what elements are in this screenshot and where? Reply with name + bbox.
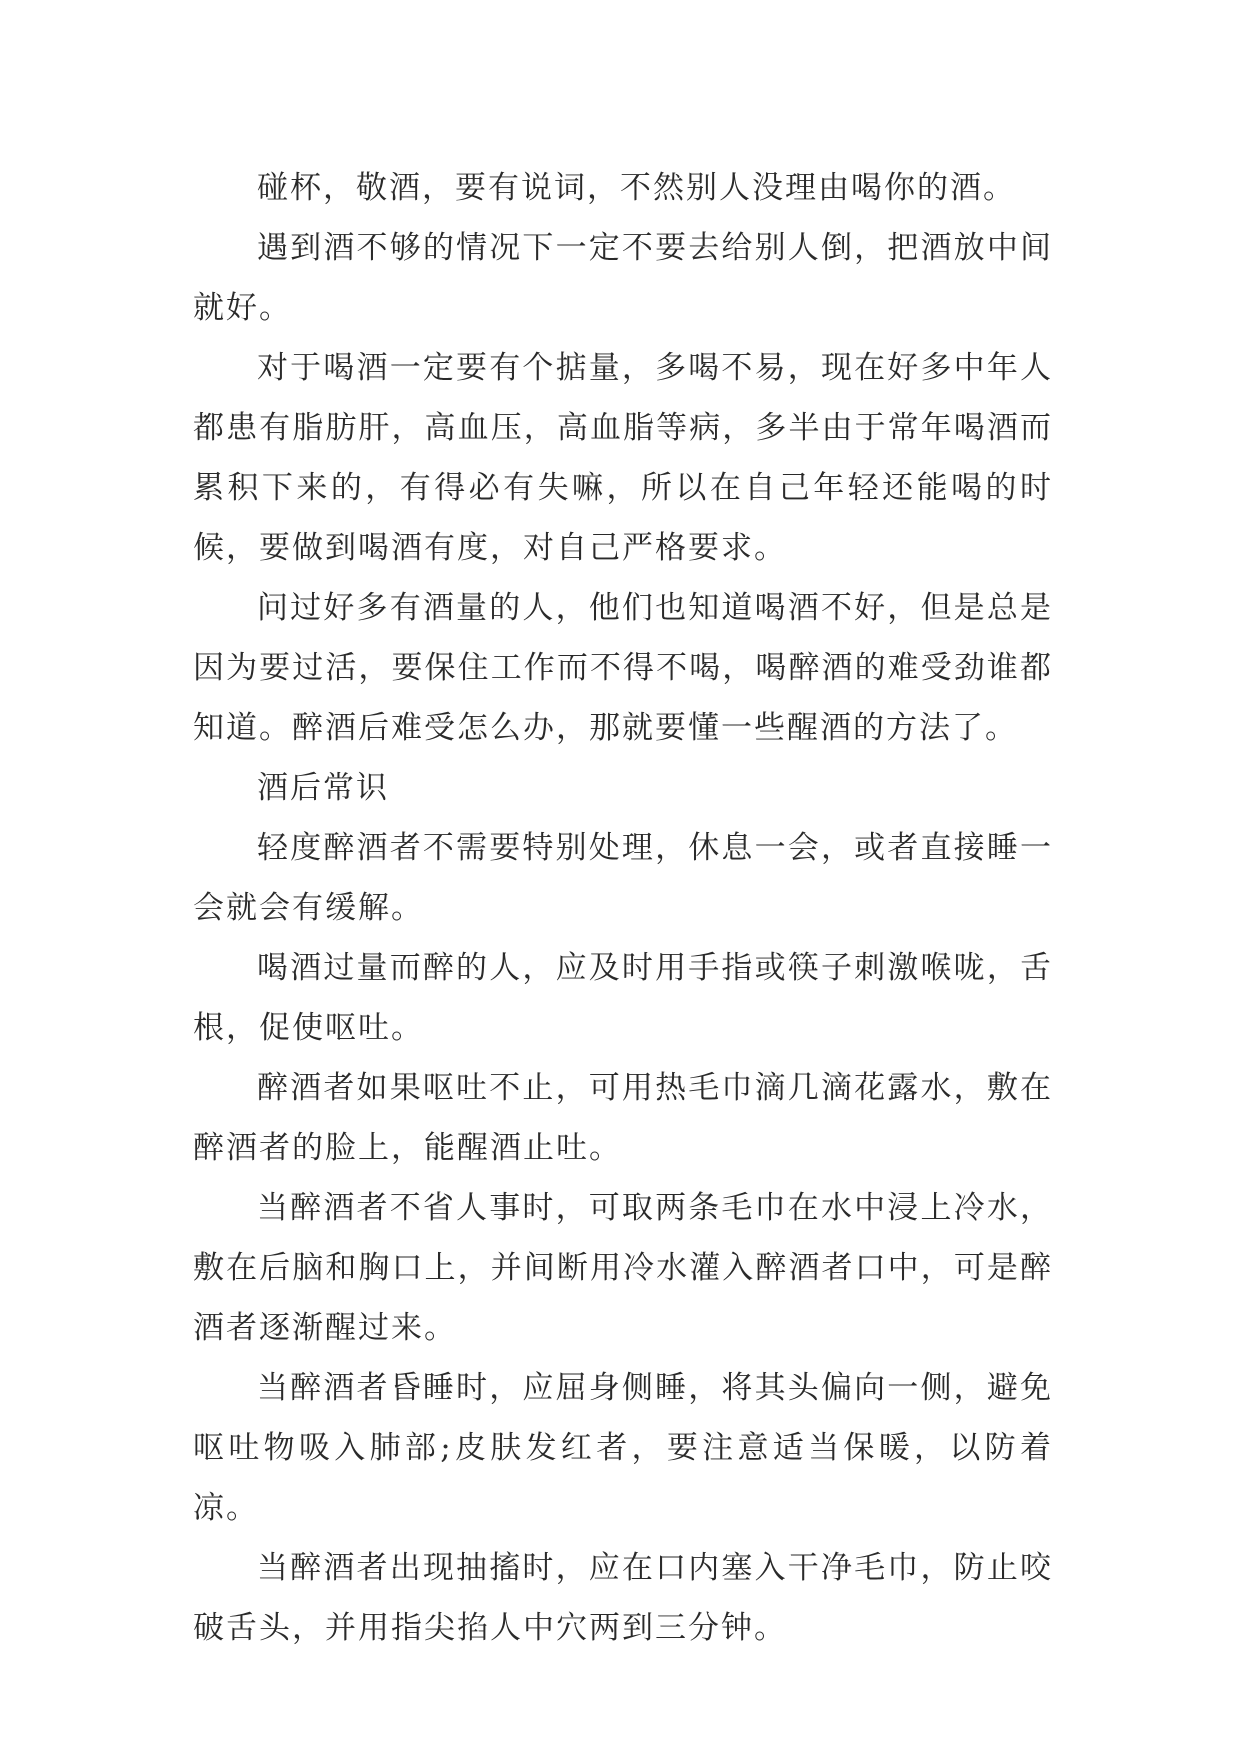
paragraph-convulsions: 当醉酒者出现抽搐时，应在口内塞入干净毛巾，防止咬破舌头，并用指尖掐人中穴两到三分钟。 (193, 1550, 1053, 1646)
paragraph-drowsy: 当醉酒者昏睡时，应屈身侧睡，将其头偏向一侧，避免呕吐物吸入肺部;皮肤发红者，要注意适当保暖，以防着凉。 (193, 1370, 1053, 1526)
paragraph-drink-moderately: 对于喝酒一定要有个掂量，多喝不易，现在好多中年人都患有脂肪肝，高血压，高血脂等病，多半由于常年喝酒而累积下来的，有得必有失嘛，所以在自己年轻还能喝的时候，要做到喝酒有度，对自己严格要求。 (193, 350, 1053, 566)
paragraph-persistent-vomiting: 醉酒者如果呕吐不止，可用热毛巾滴几滴花露水，敷在醉酒者的脸上，能醒酒止吐。 (193, 1070, 1053, 1166)
paragraph-not-enough-wine: 遇到酒不够的情况下一定不要去给别人倒，把酒放中间就好。 (193, 230, 1053, 326)
paragraph-drinking-for-work: 问过好多有酒量的人，他们也知道喝酒不好，但是总是因为要过活，要保住工作而不得不喝，喝醉酒的难受劲谁都知道。醉酒后难受怎么办，那就要懂一些醒酒的方法了。 (193, 590, 1053, 746)
paragraph-induce-vomiting: 喝酒过量而醉的人，应及时用手指或筷子刺激喉咙，舌根，促使呕吐。 (193, 950, 1053, 1046)
document-body (193, 158, 1053, 1658)
paragraph-toast-etiquette: 碰杯，敬酒，要有说词，不然别人没理由喝你的酒。 (257, 170, 1016, 206)
paragraph-unconscious: 当醉酒者不省人事时，可取两条毛巾在水中浸上冷水，敷在后脑和胸口上，并间断用冷水灌入醉酒者口中，可是醉酒者逐渐醒过来。 (193, 1190, 1053, 1346)
paragraph-mild-drunkenness: 轻度醉酒者不需要特别处理，休息一会，或者直接睡一会就会有缓解。 (193, 830, 1053, 926)
section-heading-after-drinking: 酒后常识 (257, 770, 389, 806)
